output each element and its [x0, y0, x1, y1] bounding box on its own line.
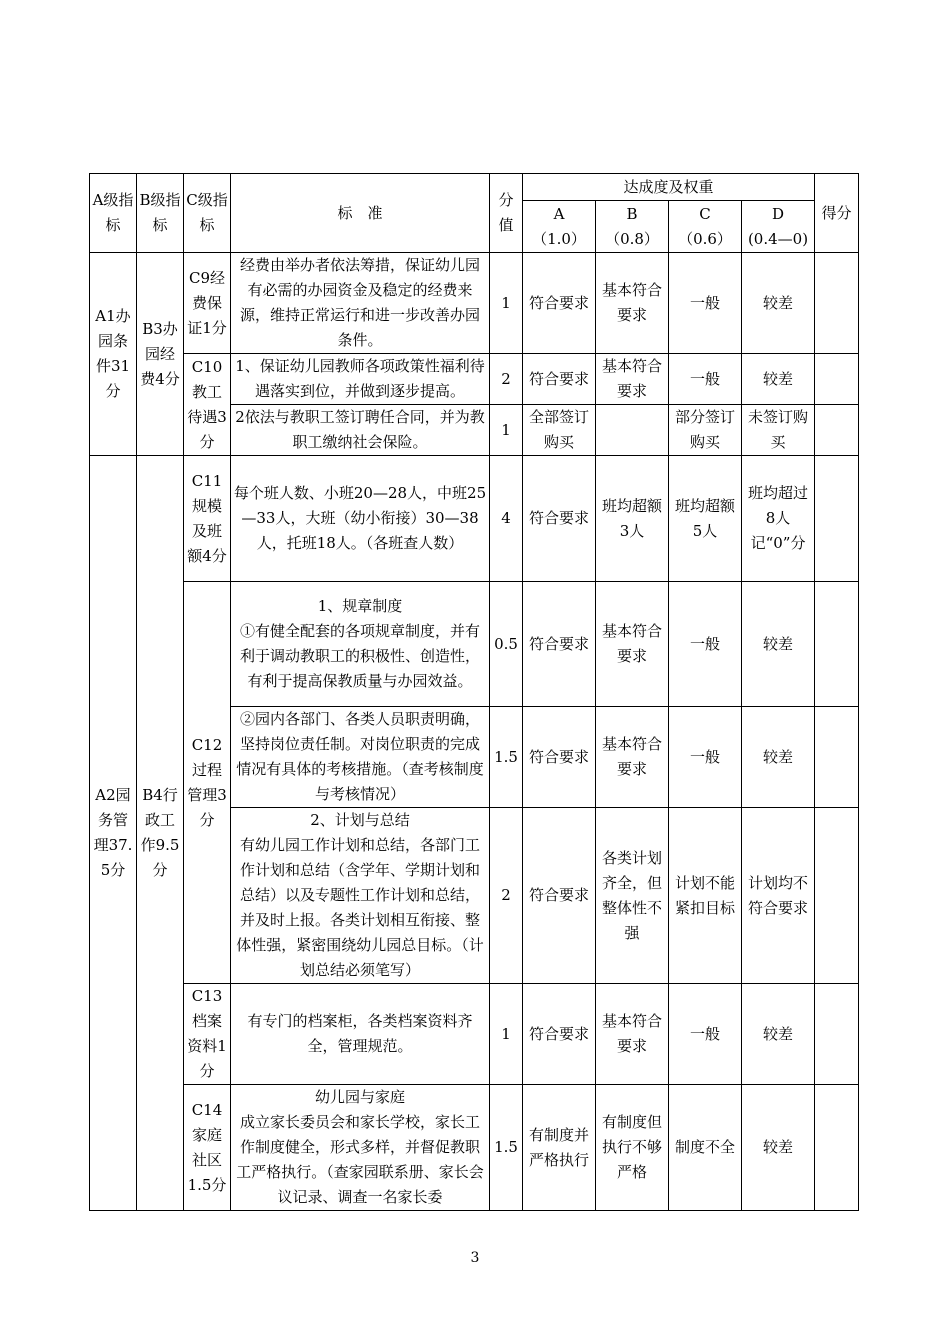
header-a-level: A级指标: [90, 174, 137, 253]
c14-score: [815, 1085, 859, 1211]
c13-grade-a: 符合要求: [523, 984, 596, 1085]
c12-grade-c-3: 计划不能紧扣目标: [669, 808, 742, 984]
c11-grade-b: 班均超额3人: [596, 456, 669, 582]
c12-value-2: 1.5: [490, 707, 523, 808]
b4-indicator: B4行政工作9.5分: [137, 456, 184, 1211]
c10-grade-c-2: 部分签订购买: [669, 405, 742, 456]
c12-standard-1: [231, 582, 490, 707]
c14-grade-c: 制度不全: [669, 1085, 742, 1211]
c11-indicator: C11规模及班额4分: [184, 456, 231, 582]
c11-value: 4: [490, 456, 523, 582]
header-score: 得分: [815, 174, 859, 253]
c14-grade-a: 有制度并严格执行: [523, 1085, 596, 1211]
c11-grade-c: 班均超额5人: [669, 456, 742, 582]
c11-grade-d: 班均超过8人记“0”分: [742, 456, 815, 582]
c13-grade-c: 一般: [669, 984, 742, 1085]
c12-indicator: C12过程管理3分: [184, 582, 231, 984]
c12-value-1: 0.5: [490, 582, 523, 707]
c9-score: [815, 253, 859, 354]
header-standard: 标 准: [231, 174, 490, 253]
table-row: [90, 984, 859, 1085]
c10-grade-d-2: 未签订购买: [742, 405, 815, 456]
c9-standard: 经费由举办者依法筹措，保证幼儿园有必需的办园资金及稳定的经费来源，维持正常运行和进一步改善办园条件。: [231, 253, 490, 354]
c10-grade-c-1: 一般: [669, 354, 742, 405]
c10-score-2: [815, 405, 859, 456]
c10-grade-b-2: [596, 405, 669, 456]
header-grade-c: C （0.6）: [669, 201, 742, 253]
c13-value: 1: [490, 984, 523, 1085]
table-row: [90, 456, 859, 582]
c10-standard-1: 1、保证幼儿园教师各项政策性福利待遇落实到位，并做到逐步提高。: [231, 354, 490, 405]
c13-standard: 有专门的档案柜，各类档案资料齐全，管理规范。: [231, 984, 490, 1085]
c12-grade-a-1: 符合要求: [523, 582, 596, 707]
c10-grade-d-1: 较差: [742, 354, 815, 405]
c11-grade-a: 符合要求: [523, 456, 596, 582]
header-score-value: 分值: [490, 174, 523, 253]
c12-grade-a-2: 符合要求: [523, 707, 596, 808]
c14-standard: [231, 1085, 490, 1211]
c9-grade-d: 较差: [742, 253, 815, 354]
c12-grade-d-1: 较差: [742, 582, 815, 707]
a2-indicator: A2园务管理37.5分: [90, 456, 137, 1211]
c13-grade-b: 基本符合要求: [596, 984, 669, 1085]
table-row: [90, 253, 859, 354]
c12-grade-b-2: 基本符合要求: [596, 707, 669, 808]
c10-grade-a-1: 符合要求: [523, 354, 596, 405]
c14-value: 1.5: [490, 1085, 523, 1211]
c13-score: [815, 984, 859, 1085]
c12-grade-b-1: 基本符合要求: [596, 582, 669, 707]
c12-standard-2: ②园内各部门、各类人员职责明确，坚持岗位责任制。对岗位职责的完成情况有具体的考核措施。（查考核制度与考核情况）: [231, 707, 490, 808]
c12-grade-c-2: 一般: [669, 707, 742, 808]
c12-standard-body: ①有健全配套的各项规章制度，并有利于调动教职工的积极性、创造性，有利于提高保教质量与办园效益。: [239, 622, 480, 690]
c14-grade-d: 较差: [742, 1085, 815, 1211]
c9-value: 1: [490, 253, 523, 354]
c11-score: [815, 456, 859, 582]
c12-standard-3: [231, 808, 490, 984]
c12-grade-a-3: 符合要求: [523, 808, 596, 984]
c9-indicator: C9经费保证1分: [184, 253, 231, 354]
c10-indicator: C10教工待遇3分: [184, 354, 231, 456]
evaluation-table: [89, 173, 859, 1211]
c10-grade-b-1: 基本符合要求: [596, 354, 669, 405]
c13-indicator: C13档案资料1分: [184, 984, 231, 1085]
c12-plan-body: 有幼儿园工作计划和总结，各部门工作计划和总结（含学年、学期计划和总结）以及专题性工作计划和总结，并及时上报。各类计划相互衔接、整体性强，紧密围绕幼儿园总目标。（计划总结必须笔写）: [236, 836, 484, 979]
c9-grade-a: 符合要求: [523, 253, 596, 354]
c9-grade-c: 一般: [669, 253, 742, 354]
c12-grade-d-3: 计划均不符合要求: [742, 808, 815, 984]
page-number: 3: [470, 1250, 480, 1266]
header-b-level: B级指标: [137, 174, 184, 253]
header-grade-d: D (0.4—0): [742, 201, 815, 253]
b3-indicator: B3办园经费4分: [137, 253, 184, 456]
c12-score-2: [815, 707, 859, 808]
header-grade-b: B （0.8）: [596, 201, 669, 253]
c14-standard-body: 成立家长委员会和家长学校，家长工作制度健全，形式多样，并督促教职工严格执行。（查家园联系册、家长会议记录、调查一名家长委: [236, 1113, 484, 1206]
c10-score-1: [815, 354, 859, 405]
c12-plan-title: 2、计划与总结: [310, 811, 410, 829]
c10-standard-2: 2依法与教职工签订聘任合同，并为教职工缴纳社会保险。: [231, 405, 490, 456]
table-row: [90, 1085, 859, 1211]
header-c-level: C级指标: [184, 174, 231, 253]
table-row: [90, 582, 859, 707]
c10-grade-a-2: 全部签订购买: [523, 405, 596, 456]
c11-standard: 每个班人数、小班20—28人，中班25—33人，大班（幼小衔接）30—38人，托班18人。（各班查人数）: [231, 456, 490, 582]
c12-score-3: [815, 808, 859, 984]
c12-value-3: 2: [490, 808, 523, 984]
c10-value-1: 2: [490, 354, 523, 405]
c12-grade-d-2: 较差: [742, 707, 815, 808]
header-grade-a: A （1.0）: [523, 201, 596, 253]
c12-score-1: [815, 582, 859, 707]
c14-standard-title: 幼儿园与家庭: [314, 1088, 405, 1106]
c12-grade-c-1: 一般: [669, 582, 742, 707]
c14-indicator: C14家庭社区1.5分: [184, 1085, 231, 1211]
c10-value-2: 1: [490, 405, 523, 456]
c13-grade-d: 较差: [742, 984, 815, 1085]
a1-indicator: A1办园条件31分: [90, 253, 137, 456]
c9-grade-b: 基本符合要求: [596, 253, 669, 354]
c14-grade-b: 有制度但执行不够严格: [596, 1085, 669, 1211]
header-achievement: 达成度及权重: [523, 174, 815, 201]
table-row: [90, 354, 859, 405]
c12-standard-title: 1、规章制度: [317, 597, 403, 615]
c12-grade-b-3: 各类计划齐全，但整体性不强: [596, 808, 669, 984]
